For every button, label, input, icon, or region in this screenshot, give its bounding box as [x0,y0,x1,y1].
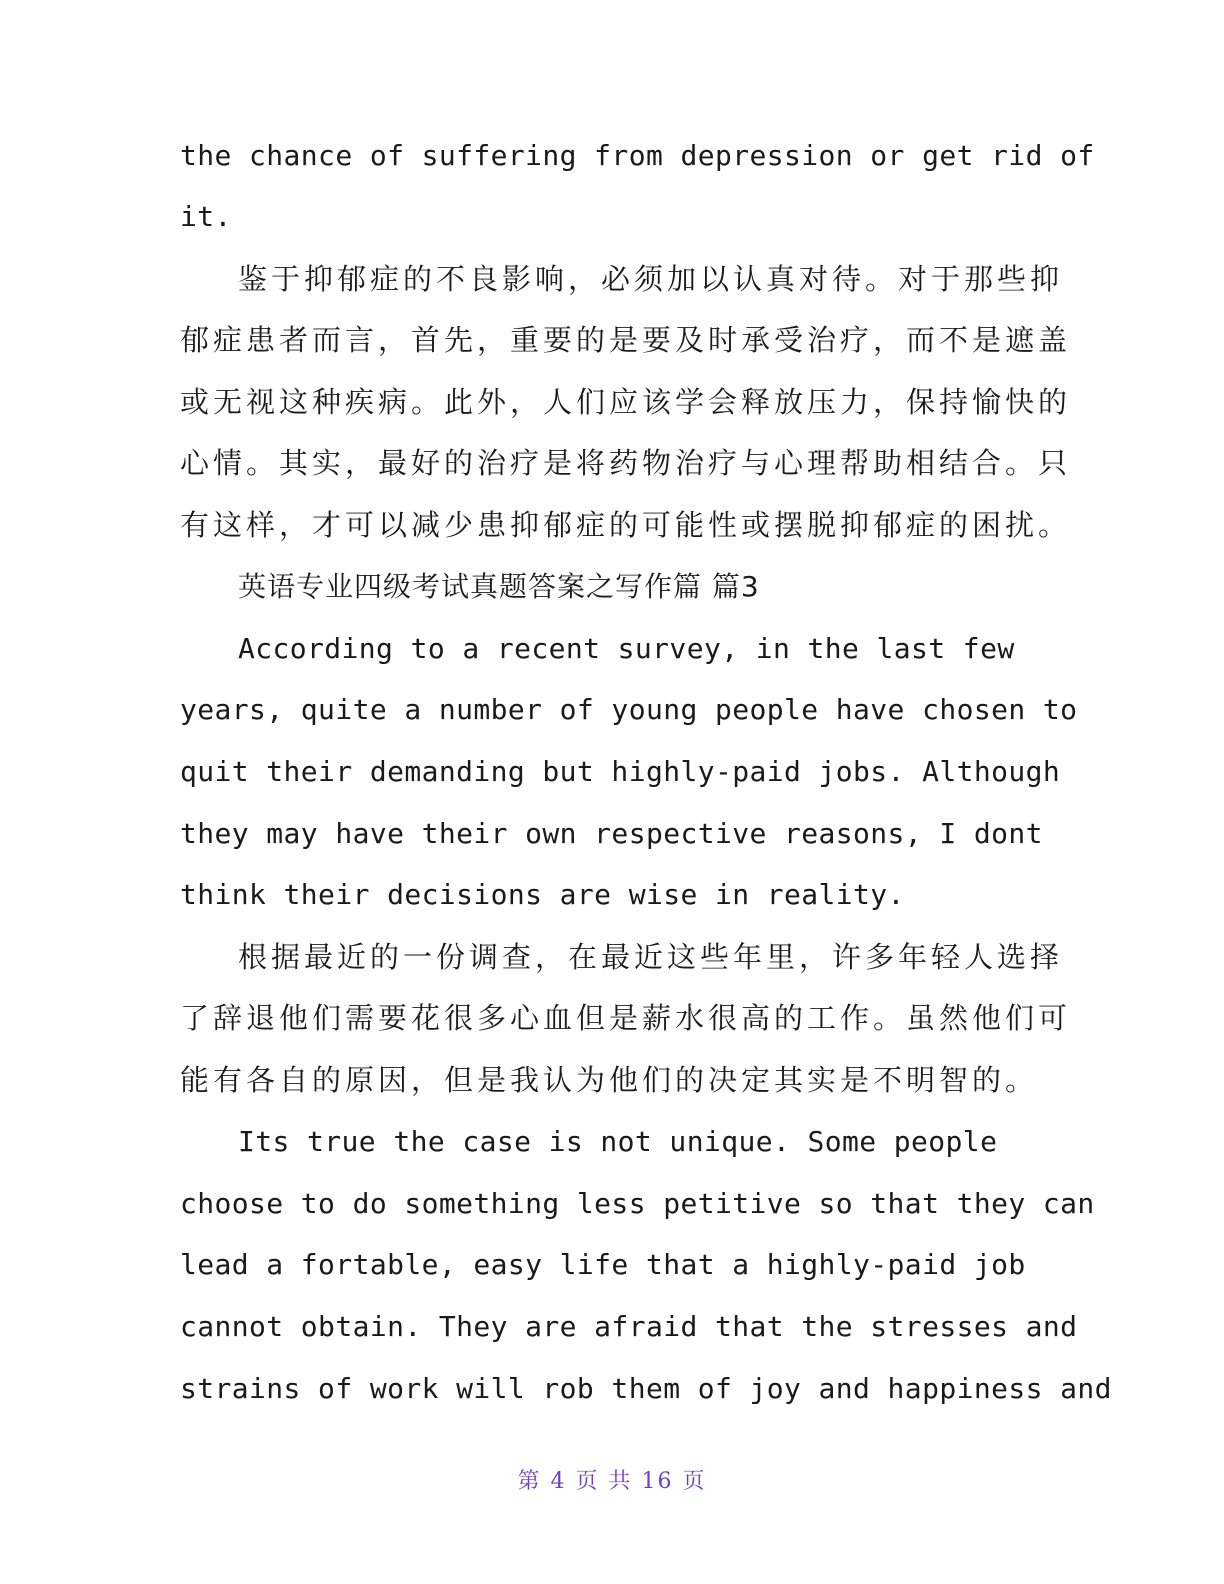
page-number-footer: 第 4 页 共 16 页 [517,1469,707,1494]
text-line: quit their demanding but highly-paid jobs. Although [180,755,1061,788]
text-line: 根据最近的一份调查，在最近这些年里，许多年轻人选择 [238,940,1064,974]
text-line: it. [180,200,232,233]
text-line: the chance of suffering from depression or get rid of [180,139,1095,172]
text-line: think their decisions are wise in reality. [180,878,905,911]
text-line: they may have their own respective reasons, I dont [180,817,1043,850]
text-line: strains of work will rob them of joy and happiness and [180,1372,1112,1405]
text-line: 心情。其实，最好的治疗是将药物治疗与心理帮助相结合。只 [180,446,1072,480]
text-line: According to a recent survey, in the last few [238,632,1015,665]
text-line: 郁症患者而言，首先，重要的是要及时承受治疗，而不是遮盖 [180,323,1072,357]
text-line: 有这样，才可以减少患抑郁症的可能性或摆脱抑郁症的困扰。 [180,508,1072,542]
section-heading: 英语专业四级考试真题答案之写作篇 篇3 [238,570,760,603]
text-line: 能有各自的原因，但是我认为他们的决定其实是不明智的。 [180,1063,1039,1097]
text-line: 或无视这种疾病。此外，人们应该学会释放压力，保持愉快的 [180,385,1072,419]
text-line: 鉴于抑郁症的不良影响，必须加以认真对待。对于那些抑 [238,262,1064,296]
text-line: cannot obtain. They are afraid that the stresses and [180,1310,1078,1343]
text-line: 了辞退他们需要花很多心血但是薪水很高的工作。虽然他们可 [180,1001,1072,1035]
text-line: years, quite a number of young people have chosen to [180,693,1078,726]
text-line: Its true the case is not unique. Some people [238,1125,998,1158]
text-line: choose to do something less petitive so that they can [180,1187,1095,1220]
text-line: lead a fortable, easy life that a highly-paid job [180,1248,1026,1281]
